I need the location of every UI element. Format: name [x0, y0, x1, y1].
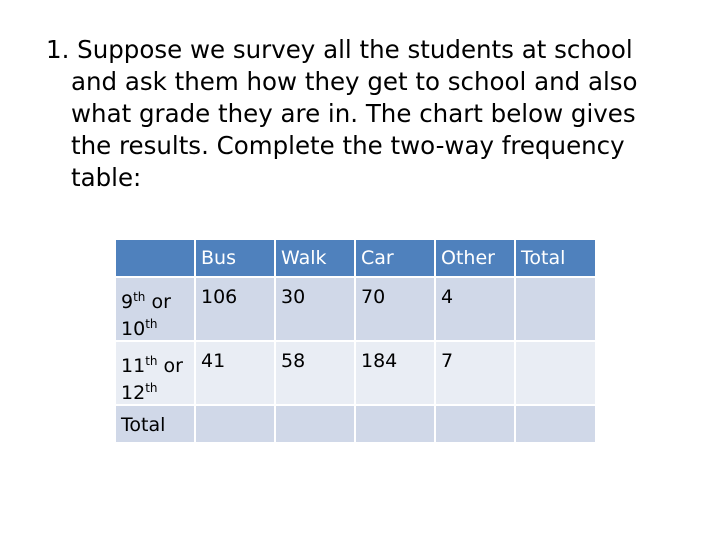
header-walk: Walk [276, 240, 354, 276]
question-line: 1. Suppose we survey all the students at school [46, 35, 633, 64]
question-line: what grade they are in. The chart below gives [71, 99, 636, 128]
header-total: Total [516, 240, 595, 276]
question-line: table: [71, 163, 142, 192]
cell-walk: 58 [276, 340, 354, 404]
question-text [46, 34, 686, 194]
cell-car: 70 [356, 276, 434, 340]
row-label-9th-10th: 9th or 10th [116, 276, 194, 340]
frequency-table [114, 240, 597, 442]
cell-car: 184 [356, 340, 434, 404]
table-row [116, 276, 595, 340]
header-empty [116, 240, 194, 276]
cell-total [516, 340, 595, 404]
cell-bus: 41 [196, 340, 274, 404]
cell-total [516, 404, 595, 442]
cell-other: 4 [436, 276, 514, 340]
cell-car [356, 404, 434, 442]
header-other: Other [436, 240, 514, 276]
cell-bus: 106 [196, 276, 274, 340]
header-bus: Bus [196, 240, 274, 276]
cell-walk [276, 404, 354, 442]
table-row [116, 404, 595, 442]
cell-total [516, 276, 595, 340]
cell-walk: 30 [276, 276, 354, 340]
cell-bus [196, 404, 274, 442]
cell-other: 7 [436, 340, 514, 404]
table-header-row [116, 240, 595, 276]
cell-other [436, 404, 514, 442]
question-line: the results. Complete the two-way frequency [71, 131, 625, 160]
header-car: Car [356, 240, 434, 276]
row-label-11th-12th: 11th or 12th [116, 340, 194, 404]
table-row [116, 340, 595, 404]
row-label-total: Total [116, 404, 194, 442]
question-line: and ask them how they get to school and also [71, 67, 638, 96]
